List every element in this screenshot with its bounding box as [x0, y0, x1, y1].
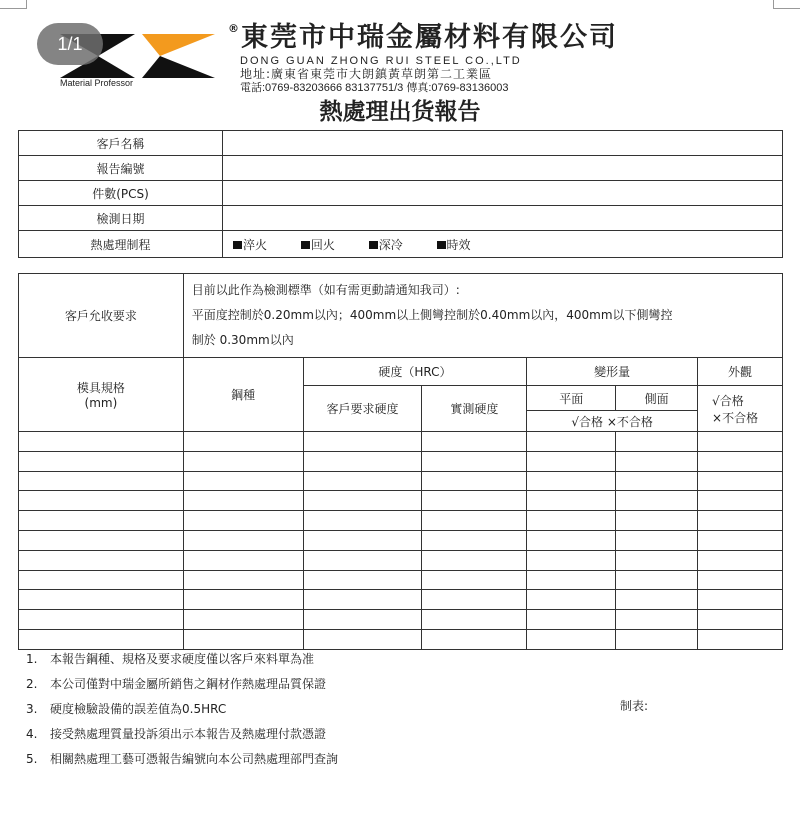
- table-cell[interactable]: [183, 471, 303, 491]
- deformation-legend: √合格 ×不合格: [527, 411, 698, 432]
- hardness-header: 硬度（HRC）: [303, 358, 527, 386]
- checkbox-icon: [301, 241, 310, 249]
- table-cell[interactable]: [616, 550, 698, 570]
- table-row: [19, 570, 783, 590]
- pcs-field[interactable]: [223, 181, 783, 206]
- checkbox-icon: [369, 241, 378, 249]
- steel-header: 鋼種: [183, 358, 303, 432]
- process-cryo[interactable]: [369, 238, 403, 252]
- deformation-header: 變形量: [527, 358, 698, 386]
- table-cell[interactable]: [422, 471, 527, 491]
- table-row: [19, 629, 783, 649]
- table-cell[interactable]: [422, 511, 527, 531]
- table-cell[interactable]: [616, 590, 698, 610]
- table-cell[interactable]: [527, 471, 616, 491]
- option-label: 回火: [310, 237, 335, 252]
- process-options: [223, 231, 783, 258]
- table-cell[interactable]: [527, 432, 616, 452]
- table-cell[interactable]: [19, 629, 184, 649]
- acceptance-line: 目前以此作為檢測標準（如有需更動請通知我司）:: [191, 283, 460, 297]
- table-cell[interactable]: [616, 629, 698, 649]
- table-cell[interactable]: [698, 610, 783, 630]
- table-cell[interactable]: [183, 432, 303, 452]
- table-cell[interactable]: [183, 610, 303, 630]
- table-cell[interactable]: [616, 530, 698, 550]
- table-cell[interactable]: [422, 610, 527, 630]
- company-name-text: 東莞市中瑞金屬材料有限公司: [241, 22, 618, 53]
- table-cell[interactable]: [527, 629, 616, 649]
- table-cell[interactable]: [527, 550, 616, 570]
- spec-unit: (mm): [84, 396, 118, 410]
- page-corner: [773, 0, 800, 9]
- table-cell[interactable]: [183, 451, 303, 471]
- table-cell[interactable]: [698, 629, 783, 649]
- table-row: [19, 530, 783, 550]
- table-cell[interactable]: [19, 511, 184, 531]
- note-item: [26, 698, 338, 723]
- table-cell[interactable]: [303, 491, 422, 511]
- table-cell[interactable]: [183, 491, 303, 511]
- table-row: [19, 451, 783, 471]
- table-cell[interactable]: [303, 550, 422, 570]
- table-cell[interactable]: [422, 629, 527, 649]
- table-cell[interactable]: [698, 590, 783, 610]
- note-text: 相關熱處理工藝可憑報告編號向本公司熱處理部門查詢: [50, 752, 339, 766]
- company-english-name: DONG GUAN ZHONG RUI STEEL CO.,LTD: [240, 55, 522, 67]
- customer-name-label: 客戶名稱: [19, 131, 223, 156]
- table-row: [19, 491, 783, 511]
- table-cell[interactable]: [303, 530, 422, 550]
- table-cell[interactable]: [303, 432, 422, 452]
- process-temper[interactable]: [301, 238, 335, 252]
- inspection-table: [18, 273, 783, 650]
- table-cell[interactable]: [303, 511, 422, 531]
- required-hardness-header: 客戶要求硬度: [303, 386, 422, 432]
- company-phone: 電話:0769-83203666 83137751/3 傳真:0769-83136003: [240, 82, 509, 94]
- table-cell[interactable]: [19, 471, 184, 491]
- table-cell[interactable]: [19, 550, 184, 570]
- table-cell[interactable]: [303, 570, 422, 590]
- table-cell[interactable]: [616, 511, 698, 531]
- note-number: 5.: [26, 752, 38, 766]
- report-title: 熱處理出货報告: [319, 99, 481, 125]
- note-item: [26, 648, 338, 673]
- table-cell[interactable]: [422, 432, 527, 452]
- table-cell[interactable]: [698, 511, 783, 531]
- table-cell[interactable]: [422, 570, 527, 590]
- note-text: 本報告鋼種、規格及要求硬度僅以客戶來料單為准: [50, 652, 315, 666]
- table-cell[interactable]: [183, 629, 303, 649]
- pass-label: √合格: [712, 393, 744, 408]
- checkbox-icon: [233, 241, 242, 249]
- note-item: [26, 748, 338, 773]
- acceptance-text: [183, 274, 782, 358]
- table-cell[interactable]: [698, 471, 783, 491]
- table-cell[interactable]: [422, 451, 527, 471]
- flatness-header: 平面: [527, 386, 616, 411]
- process-label: 熱處理制程: [19, 231, 223, 258]
- table-cell[interactable]: [527, 491, 616, 511]
- table-cell[interactable]: [183, 550, 303, 570]
- table-cell[interactable]: [527, 451, 616, 471]
- table-cell[interactable]: [19, 530, 184, 550]
- table-cell[interactable]: [422, 491, 527, 511]
- table-cell[interactable]: [698, 530, 783, 550]
- table-cell[interactable]: [527, 570, 616, 590]
- note-text: 接受熱處理質量投訴須出示本報告及熱處理付款憑證: [50, 727, 327, 741]
- table-row: [19, 610, 783, 630]
- report-number-label: 報告編號: [19, 156, 223, 181]
- table-row: [19, 550, 783, 570]
- logo-tagline: Material Professor: [60, 78, 134, 88]
- table-cell[interactable]: [527, 610, 616, 630]
- side-header: 側面: [616, 386, 698, 411]
- table-cell[interactable]: [698, 451, 783, 471]
- option-label: 深冷: [378, 237, 403, 252]
- table-cell[interactable]: [183, 590, 303, 610]
- table-cell[interactable]: [19, 451, 184, 471]
- registered-mark: ®: [228, 22, 241, 35]
- note-number: 1.: [26, 652, 38, 666]
- acceptance-line: 平面度控制於0.20mm以內；400mm以上側彎控制於0.40mm以內，400mm以下側彎控: [191, 308, 673, 322]
- fail-label: ×不合格: [712, 410, 759, 425]
- table-cell[interactable]: [616, 451, 698, 471]
- measured-hardness-header: 實測硬度: [422, 386, 527, 432]
- table-cell[interactable]: [698, 432, 783, 452]
- table-cell[interactable]: [616, 432, 698, 452]
- info-table: [18, 130, 783, 258]
- table-cell[interactable]: [616, 471, 698, 491]
- prepared-by-label: 制表:: [620, 699, 649, 713]
- option-label: 時效: [446, 237, 471, 252]
- table-cell[interactable]: [303, 629, 422, 649]
- company-name: [228, 22, 618, 54]
- table-cell[interactable]: [616, 491, 698, 511]
- table-cell[interactable]: [616, 610, 698, 630]
- spec-header: [19, 358, 184, 432]
- note-number: 2.: [26, 677, 38, 691]
- table-cell[interactable]: [527, 511, 616, 531]
- table-cell[interactable]: [698, 570, 783, 590]
- table-cell[interactable]: [19, 610, 184, 630]
- spec-label: 模具規格: [76, 381, 125, 395]
- table-cell[interactable]: [19, 432, 184, 452]
- table-cell[interactable]: [422, 590, 527, 610]
- note-item: [26, 673, 338, 698]
- checkbox-icon: [437, 241, 446, 249]
- acceptance-label: 客戶允收要求: [19, 274, 184, 358]
- report-number-field[interactable]: [223, 156, 783, 181]
- note-number: 4.: [26, 727, 38, 741]
- option-label: 淬火: [243, 237, 268, 252]
- process-aging[interactable]: [437, 238, 471, 252]
- notes-list: [26, 648, 338, 773]
- table-cell[interactable]: [527, 590, 616, 610]
- page-indicator: 1/1: [37, 23, 103, 65]
- company-address: 地址:廣東省東莞市大朗鎮黃草朗第二工業區: [240, 67, 493, 81]
- table-cell[interactable]: [698, 491, 783, 511]
- table-cell[interactable]: [527, 530, 616, 550]
- table-cell[interactable]: [422, 550, 527, 570]
- table-cell[interactable]: [616, 570, 698, 590]
- table-cell[interactable]: [303, 590, 422, 610]
- table-cell[interactable]: [19, 570, 184, 590]
- inspection-date-field[interactable]: [223, 206, 783, 231]
- table-cell[interactable]: [303, 451, 422, 471]
- table-row: [19, 432, 783, 452]
- inspection-date-label: 檢測日期: [19, 206, 223, 231]
- table-row: [19, 511, 783, 531]
- customer-name-field[interactable]: [223, 131, 783, 156]
- table-cell[interactable]: [183, 530, 303, 550]
- process-quench[interactable]: [233, 238, 267, 252]
- page-corner: [0, 0, 27, 9]
- appearance-header: 外觀: [698, 358, 783, 386]
- table-cell[interactable]: [422, 530, 527, 550]
- note-item: [26, 723, 338, 748]
- note-number: 3.: [26, 702, 38, 716]
- pcs-label: 件數(PCS): [19, 181, 223, 206]
- acceptance-line: 制於 0.30mm以內: [191, 333, 294, 347]
- note-text: 硬度檢驗設備的誤差值為0.5HRC: [50, 702, 227, 716]
- appearance-legend: [698, 386, 783, 432]
- table-cell[interactable]: [183, 570, 303, 590]
- table-cell[interactable]: [19, 590, 184, 610]
- table-cell[interactable]: [303, 471, 422, 491]
- table-cell[interactable]: [183, 511, 303, 531]
- table-row: [19, 471, 783, 491]
- table-row: [19, 590, 783, 610]
- table-cell[interactable]: [698, 550, 783, 570]
- table-cell[interactable]: [303, 610, 422, 630]
- note-text: 本公司僅對中瑞金屬所銷售之鋼材作熱處理品質保證: [50, 677, 327, 691]
- table-cell[interactable]: [19, 491, 184, 511]
